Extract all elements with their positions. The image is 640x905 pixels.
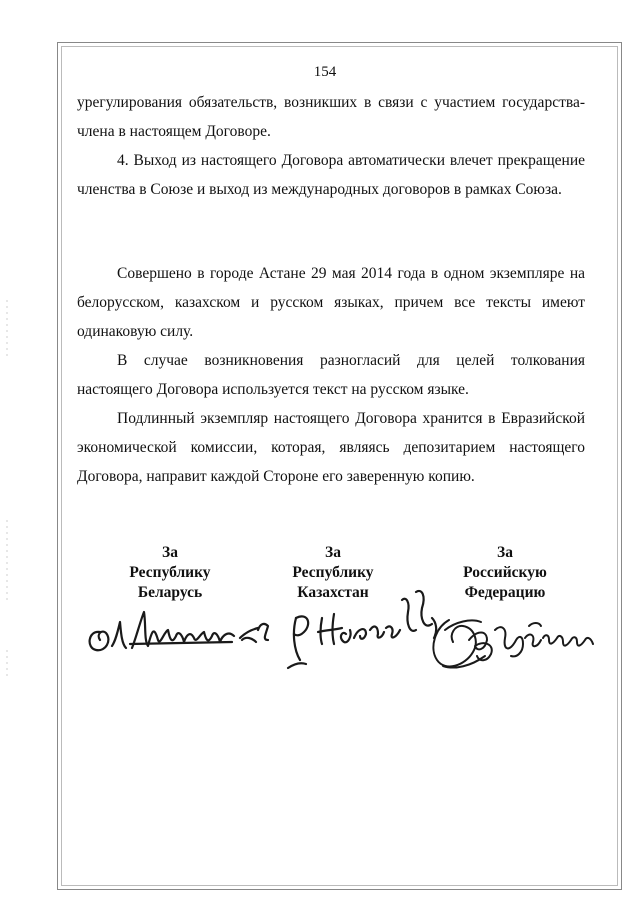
signatory-line-for: За bbox=[162, 544, 178, 561]
signatory-belarus bbox=[95, 543, 245, 603]
signatory-line-country: Беларусь bbox=[137, 584, 203, 601]
scan-margin-marks bbox=[4, 300, 10, 800]
paragraph-clause-4: 4. Выход из настоящего Договора автоматически влечет прекращение членства в Союзе и выход из международных договоров в рамках Союза. bbox=[77, 152, 585, 198]
paragraph-done-at: Совершено в городе Астане 29 мая 2014 года в одном экземпляре на белорусском, казахском и русском языках, причем все тексты имеют одинаковую силу. bbox=[77, 265, 585, 340]
signature-russia bbox=[425, 600, 605, 680]
paragraph-depositary: Подлинный экземпляр настоящего Договора хранится в Евразийской экономической комиссии, которая, являясь депозитарием настоящего Договора, направит каждой Стороне его заверенную копию. bbox=[77, 410, 585, 485]
signatory-line-republic: Российскую bbox=[463, 564, 547, 581]
page-number: 154 bbox=[313, 64, 337, 80]
signatory-line-republic: Республику bbox=[129, 564, 211, 581]
body-text-lower bbox=[77, 259, 585, 491]
signatory-line-republic: Республику bbox=[292, 564, 374, 581]
signatory-russia bbox=[430, 543, 580, 603]
signature-kazakhstan bbox=[282, 578, 442, 678]
signatory-line-for: За bbox=[325, 544, 341, 561]
signature-belarus bbox=[82, 600, 282, 660]
body-text-upper bbox=[77, 88, 585, 204]
paragraph-continuation: урегулирования обязательств, возникших в связи с участием государства-члена в настоящем Договоре. bbox=[77, 94, 585, 140]
signatory-line-country: Федерацию bbox=[464, 584, 546, 601]
signatory-line-country: Казахстан bbox=[297, 584, 369, 601]
paragraph-disagreements: В случае возникновения разногласий для целей толкования настоящего Договора используется текст на русском языке. bbox=[77, 352, 585, 398]
signatory-line-for: За bbox=[497, 544, 513, 561]
